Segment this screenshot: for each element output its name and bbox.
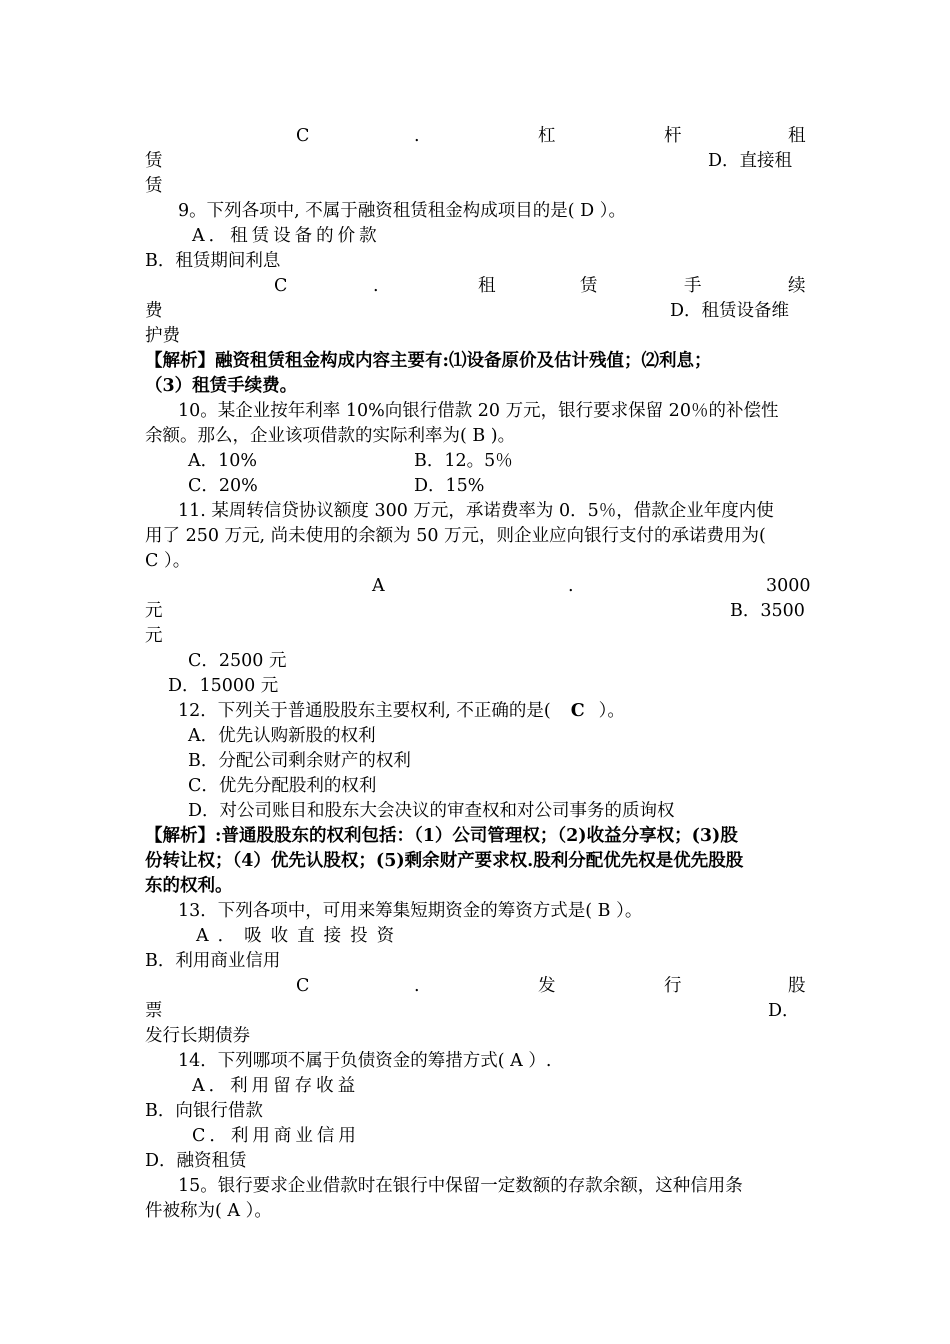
analysis-text: 东的权利。 bbox=[145, 876, 233, 896]
question-11-cont: C ）。 bbox=[145, 551, 191, 571]
text-fragment: 行 bbox=[664, 976, 682, 996]
option-c: C．2500 元 bbox=[188, 651, 287, 671]
analysis-text: 【解析】:普通股股东的权利包括：（1）公司管理权；（2)收益分享权；(3)股 bbox=[145, 826, 738, 846]
analysis-text: 【解析】融资租赁租金构成内容主要有:⑴设备原价及估计残值；⑵利息； bbox=[145, 351, 712, 371]
text-fragment: 赁 bbox=[145, 176, 163, 196]
option-c: C．利用商业信用 bbox=[192, 1126, 360, 1146]
question-12-end: ）。 bbox=[598, 701, 625, 721]
question-13: 13．下列各项中，可用来筹集短期资金的筹资方式是( B ）。 bbox=[178, 901, 643, 921]
text-fragment: 票 bbox=[145, 1001, 163, 1021]
question-10: 10。某企业按年利率 10%向银行借款 20 万元，银行要求保留 20％的补偿性 bbox=[178, 401, 779, 421]
option-b: B．利用商业信用 bbox=[145, 951, 281, 971]
question-12-text: 12．下列关于普通股股东主要权利, 不正确的是( bbox=[178, 701, 551, 721]
analysis-text: （3）租赁手续费。 bbox=[145, 376, 298, 396]
option-c-label: C bbox=[274, 276, 288, 296]
option-a: A．10% bbox=[188, 451, 258, 471]
question-10-cont: 余额。那么，企业该项借款的实际利率为( B )。 bbox=[145, 426, 516, 446]
question-15: 15。银行要求企业借款时在银行中保留一定数额的存款余额，这种信用条 bbox=[178, 1176, 743, 1196]
text-fragment: 股 bbox=[788, 976, 806, 996]
answer-letter: C bbox=[570, 701, 585, 721]
option-b: B．分配公司剩余财产的权利 bbox=[188, 751, 411, 771]
option-a-label: A bbox=[372, 576, 385, 596]
question-14: 14．下列哪项不属于负债资金的筹措方式( A ）. bbox=[178, 1051, 552, 1071]
text-fragment: 发 bbox=[538, 976, 556, 996]
text-fragment: 手 bbox=[684, 276, 702, 296]
option-d: D．直接租 bbox=[708, 151, 793, 171]
option-b: B．向银行借款 bbox=[145, 1101, 263, 1121]
option-b: B．租赁期间利息 bbox=[145, 251, 281, 271]
option-d: D． bbox=[768, 1001, 800, 1021]
question-11-cont: 用了 250 万元, 尚未使用的余额为 50 万元，则企业应向银行支付的承诺费用为( bbox=[145, 526, 766, 546]
text-fragment: 赁 bbox=[580, 276, 598, 296]
text-fragment: 杆 bbox=[664, 126, 682, 146]
text-fragment: 租 bbox=[788, 126, 806, 146]
option-c-dot: . bbox=[414, 976, 420, 996]
question-12 bbox=[178, 699, 625, 724]
option-a: A．租赁设备的价款 bbox=[192, 226, 381, 246]
text-fragment: 续 bbox=[788, 276, 806, 296]
option-a-value: 3000 bbox=[766, 576, 811, 596]
option-a: A．吸收直接投资 bbox=[196, 926, 404, 946]
option-c-label: C bbox=[296, 976, 310, 996]
option-a: A．利用留存收益 bbox=[192, 1076, 360, 1096]
option-d: D．租赁设备维 bbox=[670, 301, 790, 321]
option-c-dot: . bbox=[414, 126, 420, 146]
option-b: B．3500 bbox=[730, 601, 805, 621]
text-fragment: 元 bbox=[145, 626, 163, 646]
question-9: 9。下列各项中, 不属于融资租赁租金构成项目的是( D ）。 bbox=[178, 201, 626, 221]
option-d: D．15% bbox=[414, 476, 485, 496]
option-a: A．优先认购新股的权利 bbox=[188, 726, 376, 746]
question-11: 11. 某周转信贷协议额度 300 万元，承诺费率为 0．5％，借款企业年度内使 bbox=[178, 501, 774, 521]
option-d: D．15000 元 bbox=[168, 676, 279, 696]
option-d: D．融资租赁 bbox=[145, 1151, 247, 1171]
text-fragment: 租 bbox=[478, 276, 496, 296]
option-c: C．20% bbox=[188, 476, 258, 496]
option-b: B．12。5％ bbox=[414, 451, 513, 471]
question-15-cont: 件被称为( A ）。 bbox=[145, 1201, 272, 1221]
text-fragment: 护费 bbox=[145, 326, 180, 346]
text-fragment: 发行长期债券 bbox=[145, 1026, 250, 1046]
text-fragment: 费 bbox=[145, 301, 163, 321]
text-fragment: 杠 bbox=[538, 126, 556, 146]
option-a-dot: . bbox=[568, 576, 574, 596]
analysis-text: 份转让权；（4）优先认股权；(5)剩余财产要求权.股利分配优先权是优先股股 bbox=[145, 851, 744, 871]
option-c-dot: . bbox=[373, 276, 379, 296]
option-c-label: C bbox=[296, 126, 310, 146]
text-fragment: 元 bbox=[145, 601, 163, 621]
text-fragment: 赁 bbox=[145, 151, 163, 171]
option-c: C．优先分配股利的权利 bbox=[188, 776, 377, 796]
option-d: D．对公司账目和股东大会决议的审查权和对公司事务的质询权 bbox=[188, 801, 675, 821]
